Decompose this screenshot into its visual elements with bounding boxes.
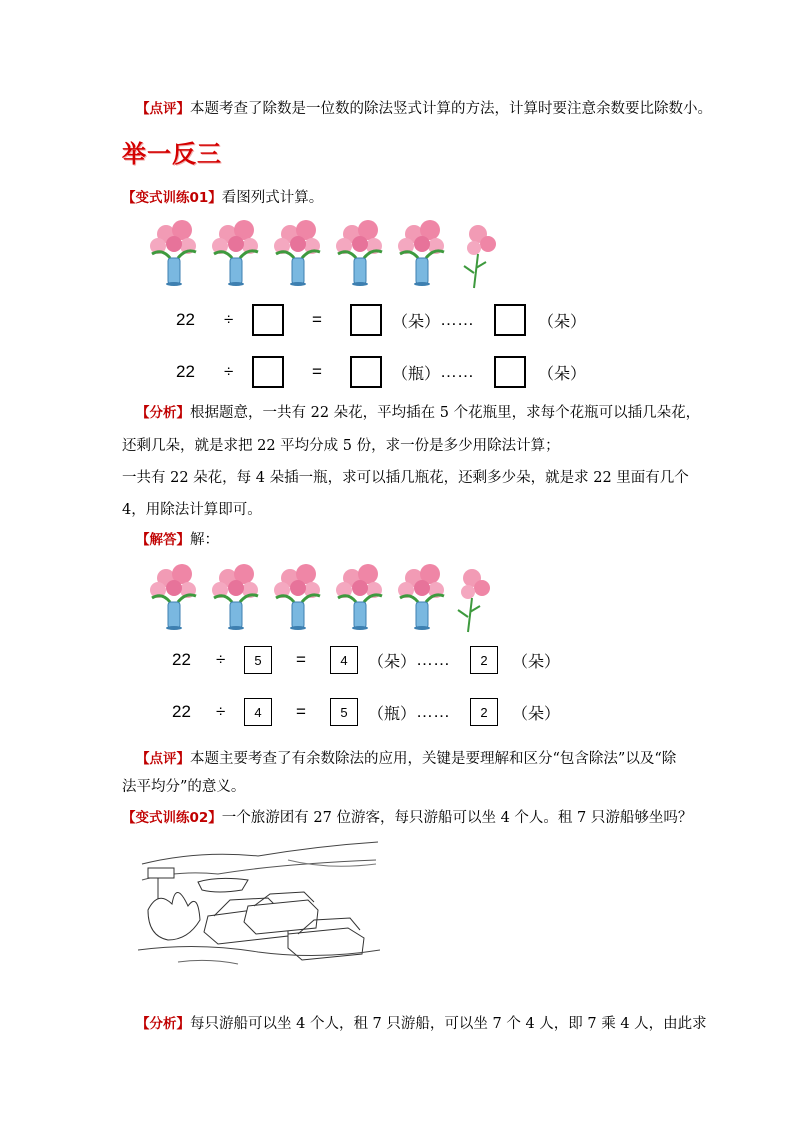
comment-tag: 【点评】	[136, 101, 190, 117]
flower-vases-icon	[142, 556, 604, 636]
answer-box: 5	[330, 698, 358, 726]
unit-label: （朵）	[538, 363, 587, 383]
analysis-line-2: 还剩几朵，就是求把 22 平均分成 5 份，求一份是多少用除法计算；	[122, 438, 560, 454]
unit-label: （朵）	[538, 311, 587, 331]
analysis-line-3: 一共有 22 朵花，每 4 朵插一瓶，求可以插几瓶花，还剩多少朵，就是求 22 里面有几个	[122, 470, 689, 486]
comment-tag: 【点评】	[136, 751, 190, 767]
exercise-1-title	[122, 188, 323, 208]
answer-row-1	[172, 646, 560, 674]
exercise-1-tag: 【变式训练01】	[122, 190, 222, 206]
equals-sign: =	[296, 650, 306, 669]
flower-figure-answer	[142, 556, 604, 736]
answer-text: 解：	[190, 532, 219, 548]
answer-tag: 【解答】	[136, 532, 190, 548]
divide-sign: ÷	[216, 702, 226, 721]
analysis-line-4: 4，用除法计算即可。	[122, 502, 262, 518]
analysis-text: 每只游船可以坐 4 个人，租 7 只游船，可以坐 7 个 4 人，即 7 乘 4 人，由此求	[190, 1016, 707, 1032]
comment-line-3: 法平均分”的意义。	[122, 779, 246, 795]
equals-sign: =	[312, 362, 322, 381]
equals-sign: =	[312, 310, 322, 329]
unit-label: （朵）	[392, 311, 441, 331]
answer-box: 5	[244, 646, 272, 674]
remainder-dots: ……	[416, 702, 451, 721]
comment-text: 本题考查了除数是一位数的除法竖式计算的方法，计算时要注意余数要比除数小。	[190, 101, 712, 117]
exercise-2-text: 一个旅游团有 27 位游客，每只游船可以坐 4 个人。租 7 只游船够坐吗？	[221, 810, 693, 826]
answer-box: 4	[244, 698, 272, 726]
answer-line	[136, 530, 219, 550]
analysis-text: 根据题意，一共有 22 朵花，平均插在 5 个花瓶里，求每个花瓶可以插几朵花，	[190, 405, 701, 421]
remainder-dots: ……	[440, 310, 475, 329]
answer-box	[252, 304, 284, 336]
dividend: 22	[176, 362, 195, 381]
divide-sign: ÷	[224, 362, 234, 381]
answer-box	[350, 356, 382, 388]
answer-box	[350, 304, 382, 336]
unit-label: （瓶）	[368, 703, 417, 723]
answer-box: 2	[470, 698, 498, 726]
divide-sign: ÷	[216, 650, 226, 669]
exercise-2-tag: 【变式训练02】	[122, 810, 222, 826]
equation-row-1	[176, 304, 586, 336]
exercise-2-title	[122, 808, 692, 828]
comment-line-1	[136, 99, 712, 119]
dividend: 22	[172, 650, 191, 669]
remainder-dots: ……	[440, 362, 475, 381]
analysis-line-1	[136, 403, 700, 423]
unit-label: （瓶）	[392, 363, 441, 383]
dividend: 22	[176, 310, 195, 329]
unit-label: （朵）	[512, 703, 561, 723]
answer-box: 4	[330, 646, 358, 674]
flower-figure-question	[142, 212, 604, 392]
equals-sign: =	[296, 702, 306, 721]
divide-sign: ÷	[224, 310, 234, 329]
analysis-tag: 【分析】	[136, 405, 190, 421]
boats-illustration	[138, 840, 380, 970]
answer-box	[252, 356, 284, 388]
analysis-2-line	[136, 1014, 707, 1034]
section-heading: 举一反三	[122, 139, 222, 168]
unit-label: （朵）	[512, 651, 561, 671]
answer-box: 2	[470, 646, 498, 674]
answer-box	[494, 304, 526, 336]
comment-text: 本题主要考查了有余数除法的应用，关键是要理解和区分“包含除法”以及“除	[190, 751, 677, 767]
exercise-1-text: 看图列式计算。	[221, 190, 324, 206]
unit-label: （朵）	[368, 651, 417, 671]
answer-box	[494, 356, 526, 388]
comment-line-2	[136, 749, 676, 769]
answer-row-2	[172, 698, 560, 726]
flower-vases-icon	[142, 212, 604, 292]
remainder-dots: ……	[416, 650, 451, 669]
equation-row-2	[176, 356, 586, 388]
dividend: 22	[172, 702, 191, 721]
analysis-tag: 【分析】	[136, 1016, 190, 1032]
